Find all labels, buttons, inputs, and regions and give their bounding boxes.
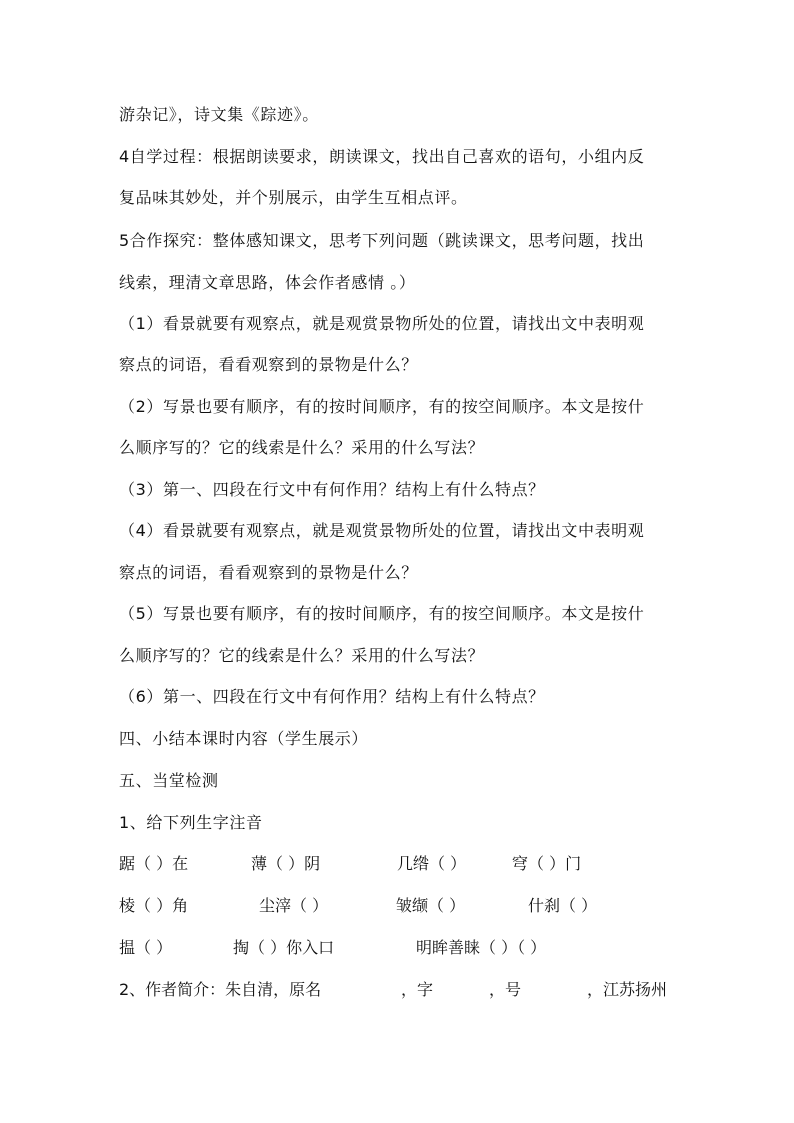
pinyin-item: 尘滓（ ）	[259, 896, 329, 915]
author-intro-place: ，江苏扬州	[587, 980, 668, 999]
pinyin-item: 穹（ ）门	[512, 854, 582, 873]
section-heading: 四、小结本课时内容（学生展示）	[119, 729, 369, 748]
text-line: 5合作探究：整体感知课文，思考下列问题（跳读课文，思考问题，找出	[119, 231, 645, 250]
question-line: 么顺序写的？它的线索是什么？采用的什么写法？	[119, 646, 485, 665]
question-line: 么顺序写的？它的线索是什么？采用的什么写法？	[119, 438, 485, 457]
pinyin-item: 掏（ ）你入口	[233, 938, 335, 957]
section-heading: 五、当堂检测	[119, 771, 219, 790]
pinyin-item: 踞（ ）在	[119, 854, 189, 873]
author-intro-zi: ，字	[401, 980, 434, 999]
text-line: 游杂记》，诗文集《踪迹》。	[119, 105, 319, 124]
pinyin-row	[119, 895, 689, 917]
pinyin-row	[119, 853, 689, 875]
pinyin-item: 明眸善睐（ ）（ ）	[416, 938, 547, 957]
question-line: （5）写景也要有顺序，有的按时间顺序，有的按空间顺序。本文是按什	[119, 604, 645, 623]
question-line: （2）写景也要有顺序，有的按时间顺序，有的按空间顺序。本文是按什	[119, 397, 645, 416]
text-line: 线索，理清文章思路，体会作者感情 。）	[119, 273, 416, 292]
pinyin-item: 皱缬（ ）	[396, 896, 466, 915]
author-intro-label: 2、作者简介：朱自清，原名	[119, 980, 322, 999]
pinyin-item: 薄（ ）阴	[251, 854, 321, 873]
text-line: 4自学过程：根据朗读要求，朗读课文，找出自己喜欢的语句，小组内反	[119, 147, 645, 166]
pinyin-row	[119, 937, 689, 959]
question-line: （6）第一、四段在行文中有何作用？结构上有什么特点？	[119, 687, 545, 706]
exercise-heading: 1、给下列生字注音	[119, 813, 263, 832]
question-line: 察点的词语，看看观察到的景物是什么？	[119, 563, 418, 582]
pinyin-item: 几绺（ ）	[397, 854, 467, 873]
text-line: 复品味其妙处，并个别展示，由学生互相点评。	[119, 188, 468, 207]
question-line: （3）第一、四段在行文中有何作用？结构上有什么特点？	[119, 480, 545, 499]
question-line: 察点的词语，看看观察到的景物是什么？	[119, 355, 418, 374]
author-intro-row	[119, 979, 689, 1001]
pinyin-item: 什刹（ ）	[528, 896, 598, 915]
pinyin-item: 揾（ ）	[119, 938, 173, 957]
pinyin-item: 棱（ ）角	[119, 896, 189, 915]
question-line: （4）看景就要有观察点，就是观赏景物所处的位置，请找出文中表明观	[119, 521, 645, 540]
question-line: （1）看景就要有观察点，就是观赏景物所处的位置，请找出文中表明观	[119, 314, 645, 333]
author-intro-hao: ，号	[489, 980, 522, 999]
